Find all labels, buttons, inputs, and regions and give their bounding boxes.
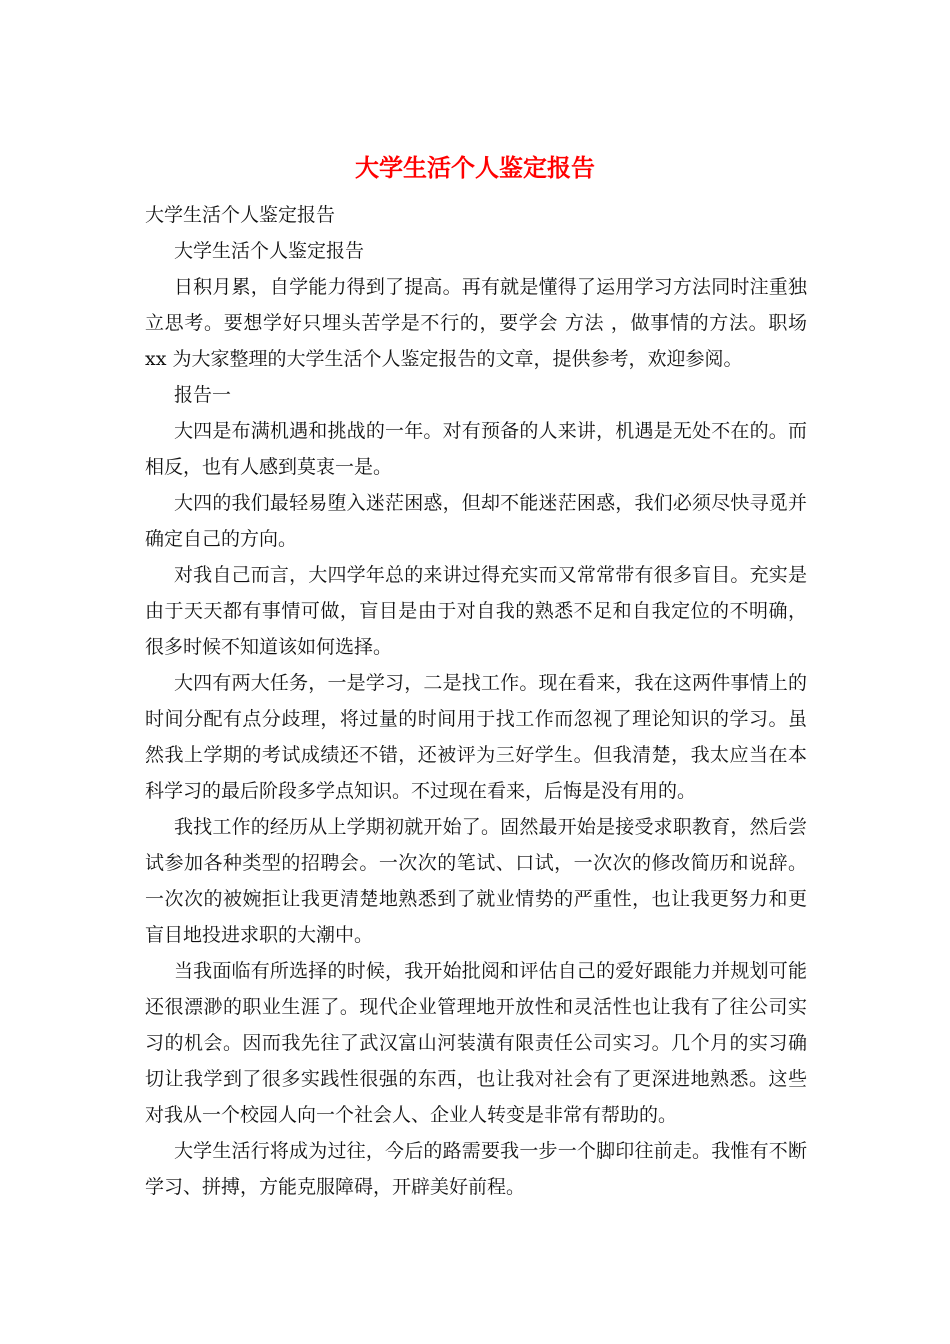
text-line: 当我面临有所选择的时候，我开始批阅和评估自己的爱好跟能力并规划可能 xyxy=(174,960,807,982)
text-line: 大学生活行将成为过往，今后的路需要我一步一个脚印往前走。我惟有不断 xyxy=(174,1140,807,1162)
text-line: 确定自己的方向。 xyxy=(145,528,298,550)
text-line: 时间分配有点分歧理，将过量的时间用于找工作而忽视了理论知识的学习。虽 xyxy=(145,708,807,730)
text-line: 大四是布满机遇和挑战的一年。对有预备的人来讲，机遇是无处不在的。而 xyxy=(174,420,807,442)
text-line: 还很漂渺的职业生涯了。现代企业管理地开放性和灵活性也让我有了往公司实 xyxy=(145,996,807,1018)
text-line: 一次次的被婉拒让我更清楚地熟悉到了就业情势的严重性，也让我更努力和更 xyxy=(145,888,807,910)
text-line: 然我上学期的考试成绩还不错，还被评为三好学生。但我清楚，我太应当在本 xyxy=(145,744,807,766)
text-line: 切让我学到了很多实践性很强的东西，也让我对社会有了更深进地熟悉。这些 xyxy=(145,1068,807,1090)
text-line: 对我从一个校园人向一个社会人、企业人转变是非常有帮助的。 xyxy=(145,1104,678,1126)
text-line: 盲目地投进求职的大潮中。 xyxy=(145,924,374,946)
text-line: 科学习的最后阶段多学点知识。不过现在看来，后悔是没有用的。 xyxy=(145,780,697,802)
text-line: 习的机会。因而我先往了武汉富山河装潢有限责任公司实习。几个月的实习确 xyxy=(145,1032,807,1054)
document-body xyxy=(145,197,807,1205)
text-line: 报告一 xyxy=(174,384,232,406)
text-line: 对我自己而言，大四学年总的来讲过得充实而又常常带有很多盲目。充实是 xyxy=(174,564,807,586)
text-line: 由于天天都有事情可做，盲目是由于对自我的熟悉不足和自我定位的不明确， xyxy=(145,600,807,622)
document-title: 大学生活个人鉴定报告 xyxy=(355,153,595,182)
text-line: 大四有两大任务，一是学习，二是找工作。现在看来，我在这两件事情上的 xyxy=(174,672,807,694)
text-line: 大学生活个人鉴定报告 xyxy=(145,204,336,226)
text-line: 学习、拼搏，方能克服障碍，开辟美好前程。 xyxy=(145,1176,526,1198)
text-line: 相反，也有人感到莫衷一是。 xyxy=(145,456,393,478)
text-line: 大学生活个人鉴定报告 xyxy=(174,240,365,262)
text-line: 试参加各种类型的招聘会。一次次的笔试、口试，一次次的修改简历和说辞。 xyxy=(145,852,807,874)
text-line: 很多时候不知道该如何选择。 xyxy=(145,636,393,658)
text-line: 日积月累，自学能力得到了提高。再有就是懂得了运用学习方法同时注重独 xyxy=(174,276,807,298)
text-line: 我找工作的经历从上学期初就开始了。固然最开始是接受求职教育，然后尝 xyxy=(174,816,807,838)
text-line: 立思考。要想学好只埋头苦学是不行的，要学会 方法 ，做事情的方法。职场 xyxy=(145,312,807,334)
text-line: xx 为大家整理的大学生活个人鉴定报告的文章，提供参考，欢迎参阅。 xyxy=(145,348,743,370)
text-line: 大四的我们最轻易堕入迷茫困惑，但却不能迷茫困惑，我们必须尽快寻觅并 xyxy=(174,492,807,514)
